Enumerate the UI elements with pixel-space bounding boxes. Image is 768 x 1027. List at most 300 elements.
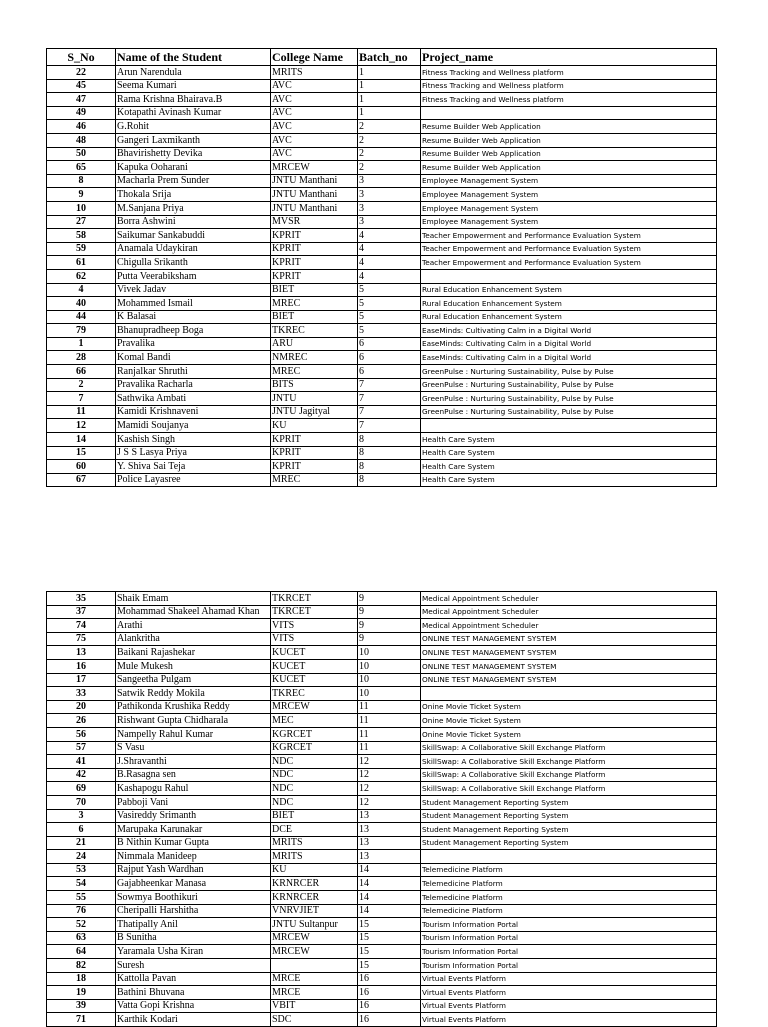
table-row xyxy=(47,405,717,419)
cell-sno: 7 xyxy=(47,392,116,406)
cell-college: KPRIT xyxy=(271,433,358,447)
table-row xyxy=(47,79,717,93)
cell-student-name: Vatta Gopi Krishna xyxy=(116,999,271,1013)
cell-batch: 14 xyxy=(358,863,421,877)
table-row xyxy=(47,229,717,243)
cell-project: Employee Management System xyxy=(421,188,717,202)
cell-batch: 6 xyxy=(358,337,421,351)
cell-college: MRCEW xyxy=(271,700,358,714)
cell-batch: 15 xyxy=(358,918,421,932)
cell-sno: 63 xyxy=(47,931,116,945)
cell-project: Onine Movie Ticket System xyxy=(421,700,717,714)
cell-batch: 2 xyxy=(358,133,421,147)
cell-project: Medical Appointment Scheduler xyxy=(421,605,717,619)
cell-batch: 8 xyxy=(358,446,421,460)
cell-sno: 6 xyxy=(47,823,116,837)
header-sno: S_No xyxy=(47,49,116,66)
cell-college: KU xyxy=(271,419,358,433)
cell-project: Resume Builder Web Application xyxy=(421,147,717,161)
table-row xyxy=(47,619,717,633)
cell-college: VITS xyxy=(271,632,358,646)
cell-project: Teacher Empowerment and Performance Evaluation System xyxy=(421,229,717,243)
cell-batch: 8 xyxy=(358,433,421,447)
cell-batch: 6 xyxy=(358,365,421,379)
cell-batch: 11 xyxy=(358,727,421,741)
cell-student-name: Macharla Prem Sunder xyxy=(116,174,271,188)
cell-project: Telemedicine Platform xyxy=(421,863,717,877)
cell-project: Tourism Information Portal xyxy=(421,959,717,973)
table-row xyxy=(47,1013,717,1027)
table-row xyxy=(47,959,717,973)
cell-student-name: Pravalika xyxy=(116,337,271,351)
table-row xyxy=(47,809,717,823)
cell-project: Telemedicine Platform xyxy=(421,891,717,905)
cell-project: Virtual Events Platform xyxy=(421,986,717,1000)
table-row xyxy=(47,297,717,311)
table-row xyxy=(47,836,717,850)
table-row xyxy=(47,324,717,338)
cell-sno: 4 xyxy=(47,283,116,297)
table-row xyxy=(47,188,717,202)
cell-student-name: Y. Shiva Sai Teja xyxy=(116,460,271,474)
cell-college: MEC xyxy=(271,714,358,728)
cell-project: ONLINE TEST MANAGEMENT SYSTEM xyxy=(421,659,717,673)
table-row xyxy=(47,863,717,877)
cell-college: BIET xyxy=(271,809,358,823)
cell-batch: 9 xyxy=(358,632,421,646)
cell-sno: 56 xyxy=(47,727,116,741)
table-row xyxy=(47,972,717,986)
cell-college: KRNRCER xyxy=(271,891,358,905)
cell-student-name: Vasireddy Srimanth xyxy=(116,809,271,823)
table-row xyxy=(47,433,717,447)
cell-sno: 20 xyxy=(47,700,116,714)
table-row xyxy=(47,378,717,392)
cell-student-name: S Vasu xyxy=(116,741,271,755)
cell-college: NDC xyxy=(271,755,358,769)
cell-project: ONLINE TEST MANAGEMENT SYSTEM xyxy=(421,632,717,646)
table-body-1 xyxy=(47,66,717,487)
cell-batch: 9 xyxy=(358,592,421,606)
cell-college: BITS xyxy=(271,378,358,392)
cell-college: VBIT xyxy=(271,999,358,1013)
cell-student-name: B.Rasagna sen xyxy=(116,768,271,782)
cell-project: Student Management Reporting System xyxy=(421,823,717,837)
cell-sno: 59 xyxy=(47,242,116,256)
cell-batch: 4 xyxy=(358,229,421,243)
cell-batch: 5 xyxy=(358,310,421,324)
table-row xyxy=(47,782,717,796)
cell-project: Teacher Empowerment and Performance Evaluation System xyxy=(421,256,717,270)
cell-sno: 33 xyxy=(47,687,116,701)
cell-project: Health Care System xyxy=(421,446,717,460)
table-row xyxy=(47,473,717,487)
cell-batch: 12 xyxy=(358,755,421,769)
cell-project: Onine Movie Ticket System xyxy=(421,714,717,728)
cell-college: KRNRCER xyxy=(271,877,358,891)
cell-college: JNTU Manthani xyxy=(271,201,358,215)
cell-sno: 61 xyxy=(47,256,116,270)
cell-sno: 75 xyxy=(47,632,116,646)
cell-sno: 12 xyxy=(47,419,116,433)
table-body-2 xyxy=(47,592,717,1027)
cell-college: JNTU Jagityal xyxy=(271,405,358,419)
table-row xyxy=(47,161,717,175)
table-row xyxy=(47,106,717,120)
cell-project: Fitness Tracking and Wellness platform xyxy=(421,79,717,93)
header-row xyxy=(47,49,717,66)
cell-college: MVSR xyxy=(271,215,358,229)
cell-project: ONLINE TEST MANAGEMENT SYSTEM xyxy=(421,646,717,660)
cell-project: Rural Education Enhancement System xyxy=(421,283,717,297)
cell-sno: 45 xyxy=(47,79,116,93)
cell-batch: 2 xyxy=(358,161,421,175)
cell-project: Employee Management System xyxy=(421,174,717,188)
cell-student-name: Sangeetha Pulgam xyxy=(116,673,271,687)
cell-student-name: Thokala Srija xyxy=(116,188,271,202)
cell-student-name: Chigulla Srikanth xyxy=(116,256,271,270)
cell-student-name: Marupaka Karunakar xyxy=(116,823,271,837)
cell-batch: 10 xyxy=(358,659,421,673)
cell-student-name: Komal Bandi xyxy=(116,351,271,365)
cell-student-name: Saikumar Sankabuddi xyxy=(116,229,271,243)
cell-college: KPRIT xyxy=(271,460,358,474)
cell-project: Employee Management System xyxy=(421,201,717,215)
cell-student-name: Rama Krishna Bhairava.B xyxy=(116,93,271,107)
cell-student-name: Anamala Udaykiran xyxy=(116,242,271,256)
cell-project: Medical Appointment Scheduler xyxy=(421,592,717,606)
cell-batch: 1 xyxy=(358,79,421,93)
cell-student-name: Arun Narendula xyxy=(116,66,271,80)
cell-project: Health Care System xyxy=(421,473,717,487)
cell-college: ARU xyxy=(271,337,358,351)
cell-sno: 41 xyxy=(47,755,116,769)
table-row xyxy=(47,351,717,365)
cell-college: AVC xyxy=(271,120,358,134)
cell-student-name: J.Shravanthi xyxy=(116,755,271,769)
cell-sno: 70 xyxy=(47,795,116,809)
cell-batch: 13 xyxy=(358,836,421,850)
cell-sno: 46 xyxy=(47,120,116,134)
cell-student-name: Mohammed Ismail xyxy=(116,297,271,311)
cell-batch: 13 xyxy=(358,809,421,823)
cell-student-name: J S S Lasya Priya xyxy=(116,446,271,460)
cell-sno: 2 xyxy=(47,378,116,392)
cell-batch: 10 xyxy=(358,687,421,701)
cell-project: Health Care System xyxy=(421,460,717,474)
table-row xyxy=(47,918,717,932)
cell-batch: 3 xyxy=(358,174,421,188)
cell-student-name: Police Layasree xyxy=(116,473,271,487)
cell-college: MREC xyxy=(271,473,358,487)
table-row xyxy=(47,659,717,673)
table-row xyxy=(47,795,717,809)
cell-batch: 5 xyxy=(358,324,421,338)
cell-batch: 3 xyxy=(358,188,421,202)
header-college: College Name xyxy=(271,49,358,66)
cell-sno: 82 xyxy=(47,959,116,973)
cell-sno: 79 xyxy=(47,324,116,338)
cell-batch: 4 xyxy=(358,256,421,270)
table-row xyxy=(47,242,717,256)
cell-project: Fitness Tracking and Wellness platform xyxy=(421,66,717,80)
cell-sno: 15 xyxy=(47,446,116,460)
cell-student-name: Nimmala Manideep xyxy=(116,850,271,864)
cell-sno: 69 xyxy=(47,782,116,796)
cell-sno: 53 xyxy=(47,863,116,877)
cell-college: BIET xyxy=(271,310,358,324)
cell-student-name: Kattolla Pavan xyxy=(116,972,271,986)
cell-batch: 16 xyxy=(358,1013,421,1027)
cell-student-name: Mohammad Shakeel Ahamad Khan xyxy=(116,605,271,619)
cell-college: MREC xyxy=(271,297,358,311)
cell-college: VITS xyxy=(271,619,358,633)
cell-project xyxy=(421,687,717,701)
cell-college: MRITS xyxy=(271,836,358,850)
cell-sno: 22 xyxy=(47,66,116,80)
cell-student-name: Kamidi Krishnaveni xyxy=(116,405,271,419)
cell-sno: 28 xyxy=(47,351,116,365)
cell-student-name: Arathi xyxy=(116,619,271,633)
cell-college: KPRIT xyxy=(271,269,358,283)
cell-sno: 39 xyxy=(47,999,116,1013)
cell-student-name: Kashapogu Rahul xyxy=(116,782,271,796)
header-batch: Batch_no xyxy=(358,49,421,66)
table-row xyxy=(47,904,717,918)
table-row xyxy=(47,283,717,297)
cell-batch: 4 xyxy=(358,242,421,256)
cell-project: Tourism Information Portal xyxy=(421,931,717,945)
table-row xyxy=(47,174,717,188)
table-row xyxy=(47,741,717,755)
table-row xyxy=(47,147,717,161)
cell-sno: 76 xyxy=(47,904,116,918)
cell-student-name: Ranjalkar Shruthi xyxy=(116,365,271,379)
cell-college: KPRIT xyxy=(271,242,358,256)
cell-college: VNRVJIET xyxy=(271,904,358,918)
cell-student-name: Baikani Rajashekar xyxy=(116,646,271,660)
cell-college: NDC xyxy=(271,782,358,796)
cell-sno: 60 xyxy=(47,460,116,474)
cell-batch: 7 xyxy=(358,378,421,392)
cell-project: Student Management Reporting System xyxy=(421,795,717,809)
cell-batch: 1 xyxy=(358,66,421,80)
cell-sno: 57 xyxy=(47,741,116,755)
cell-sno: 19 xyxy=(47,986,116,1000)
cell-project: Resume Builder Web Application xyxy=(421,161,717,175)
cell-batch: 11 xyxy=(358,741,421,755)
cell-batch: 9 xyxy=(358,605,421,619)
cell-student-name: Gajabheenkar Manasa xyxy=(116,877,271,891)
student-table-2 xyxy=(46,591,717,1027)
cell-project: Health Care System xyxy=(421,433,717,447)
table-row xyxy=(47,687,717,701)
cell-sno: 65 xyxy=(47,161,116,175)
table-row xyxy=(47,592,717,606)
cell-college xyxy=(271,959,358,973)
cell-sno: 50 xyxy=(47,147,116,161)
cell-batch: 12 xyxy=(358,795,421,809)
cell-student-name: Kashish Singh xyxy=(116,433,271,447)
cell-college: KGRCET xyxy=(271,741,358,755)
table-row xyxy=(47,755,717,769)
cell-college: MRCEW xyxy=(271,931,358,945)
cell-college: KUCET xyxy=(271,659,358,673)
table-row xyxy=(47,460,717,474)
cell-college: KPRIT xyxy=(271,446,358,460)
cell-sno: 27 xyxy=(47,215,116,229)
cell-sno: 64 xyxy=(47,945,116,959)
cell-college: AVC xyxy=(271,133,358,147)
cell-sno: 55 xyxy=(47,891,116,905)
cell-sno: 9 xyxy=(47,188,116,202)
cell-student-name: Shaik Emam xyxy=(116,592,271,606)
cell-batch: 13 xyxy=(358,823,421,837)
cell-project: SkillSwap: A Collaborative Skill Exchange Platform xyxy=(421,755,717,769)
cell-project: Tourism Information Portal xyxy=(421,918,717,932)
cell-project: Resume Builder Web Application xyxy=(421,133,717,147)
cell-project xyxy=(421,419,717,433)
cell-college: KU xyxy=(271,863,358,877)
cell-college: BIET xyxy=(271,283,358,297)
cell-project xyxy=(421,850,717,864)
table-row xyxy=(47,877,717,891)
cell-sno: 66 xyxy=(47,365,116,379)
cell-sno: 48 xyxy=(47,133,116,147)
cell-sno: 24 xyxy=(47,850,116,864)
cell-college: TKRCET xyxy=(271,605,358,619)
table-row xyxy=(47,727,717,741)
cell-student-name: Vivek Jadav xyxy=(116,283,271,297)
cell-sno: 44 xyxy=(47,310,116,324)
table-row xyxy=(47,133,717,147)
cell-student-name: G.Rohit xyxy=(116,120,271,134)
table-row xyxy=(47,120,717,134)
cell-project: Rural Education Enhancement System xyxy=(421,297,717,311)
cell-project: Student Management Reporting System xyxy=(421,836,717,850)
cell-student-name: Karthik Kodari xyxy=(116,1013,271,1027)
cell-college: KUCET xyxy=(271,673,358,687)
cell-college: DCE xyxy=(271,823,358,837)
cell-project: GreenPulse : Nurturing Sustainability, Pulse by Pulse xyxy=(421,378,717,392)
table-row xyxy=(47,605,717,619)
cell-project: Virtual Events Platform xyxy=(421,999,717,1013)
cell-sno: 40 xyxy=(47,297,116,311)
cell-sno: 17 xyxy=(47,673,116,687)
cell-batch: 6 xyxy=(358,351,421,365)
cell-sno: 11 xyxy=(47,405,116,419)
cell-project: EaseMinds: Cultivating Calm in a Digital World xyxy=(421,337,717,351)
cell-sno: 42 xyxy=(47,768,116,782)
cell-student-name: Kapuka Ooharani xyxy=(116,161,271,175)
cell-college: MREC xyxy=(271,365,358,379)
cell-sno: 37 xyxy=(47,605,116,619)
cell-college: MRCEW xyxy=(271,161,358,175)
cell-batch: 10 xyxy=(358,673,421,687)
cell-batch: 15 xyxy=(358,931,421,945)
cell-college: AVC xyxy=(271,106,358,120)
cell-sno: 74 xyxy=(47,619,116,633)
table-row xyxy=(47,823,717,837)
cell-project: GreenPulse : Nurturing Sustainability, Pulse by Pulse xyxy=(421,405,717,419)
cell-batch: 14 xyxy=(358,904,421,918)
cell-batch: 13 xyxy=(358,850,421,864)
cell-student-name: Sathwika Ambati xyxy=(116,392,271,406)
cell-student-name: Satwik Reddy Mokila xyxy=(116,687,271,701)
cell-student-name: B Nithin Kumar Gupta xyxy=(116,836,271,850)
cell-college: MRCE xyxy=(271,986,358,1000)
cell-student-name: Pathikonda Krushika Reddy xyxy=(116,700,271,714)
cell-sno: 14 xyxy=(47,433,116,447)
table-row xyxy=(47,392,717,406)
cell-college: AVC xyxy=(271,93,358,107)
table-row xyxy=(47,201,717,215)
cell-student-name: Yaramala Usha Kiran xyxy=(116,945,271,959)
cell-project: Tourism Information Portal xyxy=(421,945,717,959)
table-row xyxy=(47,66,717,80)
cell-batch: 4 xyxy=(358,269,421,283)
cell-student-name: M.Sanjana Priya xyxy=(116,201,271,215)
cell-project: Student Management Reporting System xyxy=(421,809,717,823)
cell-college: SDC xyxy=(271,1013,358,1027)
table-row xyxy=(47,673,717,687)
table-row xyxy=(47,632,717,646)
cell-college: AVC xyxy=(271,79,358,93)
cell-batch: 11 xyxy=(358,714,421,728)
header-project: Project_name xyxy=(421,49,717,66)
cell-college: KGRCET xyxy=(271,727,358,741)
table-row xyxy=(47,419,717,433)
table-row xyxy=(47,215,717,229)
cell-project: Virtual Events Platform xyxy=(421,1013,717,1027)
cell-college: NDC xyxy=(271,795,358,809)
cell-batch: 14 xyxy=(358,877,421,891)
cell-college: MRCEW xyxy=(271,945,358,959)
cell-project: Employee Management System xyxy=(421,215,717,229)
cell-college: AVC xyxy=(271,147,358,161)
cell-project: ONLINE TEST MANAGEMENT SYSTEM xyxy=(421,673,717,687)
cell-student-name: Pravalika Racharla xyxy=(116,378,271,392)
cell-sno: 47 xyxy=(47,93,116,107)
cell-student-name: Bhavirishetty Devika xyxy=(116,147,271,161)
cell-student-name: Mule Mukesh xyxy=(116,659,271,673)
cell-sno: 10 xyxy=(47,201,116,215)
cell-sno: 54 xyxy=(47,877,116,891)
cell-student-name: Pabboji Vani xyxy=(116,795,271,809)
cell-batch: 12 xyxy=(358,782,421,796)
cell-project xyxy=(421,269,717,283)
cell-project: SkillSwap: A Collaborative Skill Exchange Platform xyxy=(421,768,717,782)
table-row xyxy=(47,931,717,945)
cell-student-name: Borra Ashwini xyxy=(116,215,271,229)
table-row xyxy=(47,714,717,728)
cell-sno: 26 xyxy=(47,714,116,728)
table-row xyxy=(47,310,717,324)
table-row xyxy=(47,646,717,660)
cell-project: Onine Movie Ticket System xyxy=(421,727,717,741)
table-row xyxy=(47,891,717,905)
cell-project: Virtual Events Platform xyxy=(421,972,717,986)
cell-batch: 16 xyxy=(358,986,421,1000)
cell-project: Fitness Tracking and Wellness platform xyxy=(421,93,717,107)
cell-college: JNTU Manthani xyxy=(271,174,358,188)
cell-college: JNTU Sultanpur xyxy=(271,918,358,932)
table-row xyxy=(47,945,717,959)
cell-batch: 11 xyxy=(358,700,421,714)
cell-college: JNTU Manthani xyxy=(271,188,358,202)
table-row xyxy=(47,269,717,283)
cell-sno: 35 xyxy=(47,592,116,606)
